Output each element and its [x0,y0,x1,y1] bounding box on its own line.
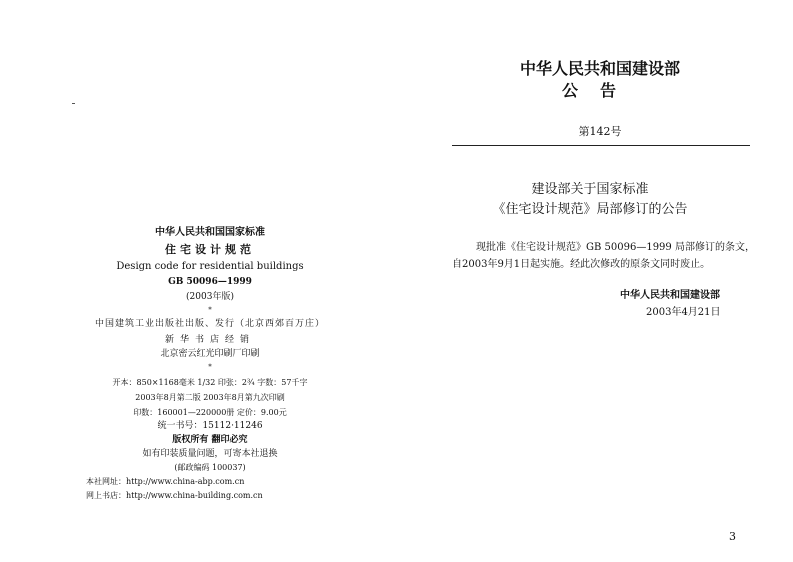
series-title: 中华人民共和国国家标准 [155,227,265,238]
return-note: 如有印装质量问题，可寄本社退换 [142,449,278,459]
edition: (2003年版) [186,292,234,302]
standard-code: GB 50096—1999 [168,277,252,287]
printer: 北京密云红光印刷厂印刷 [160,349,260,359]
postcode: (邮政编码 100037) [174,463,246,472]
announcement-title-line1: 建设部关于国家标准 [531,182,649,197]
announcement-body-line2: 自2003年9月1日起实施。经此次修改的原条文同时废止。 [452,259,711,270]
announcement-number: 第142号 [578,125,622,138]
rights-notice: 版权所有 翻印必究 [172,435,248,445]
distributor: 新华书店经销 [164,335,255,345]
online-bookstore: 网上书店：http://www.china-building.com.cn [86,491,263,500]
announcement-title-line2: 《住宅设计规范》局部修订的公告 [492,202,688,217]
scan-speck [72,103,75,104]
book-title-en: Design code for residential buildings [116,261,304,272]
signatory: 中华人民共和国建设部 [620,290,720,301]
book-number: 统一书号：15112·11246 [157,421,263,431]
website: 本社网址：http://www.china-abp.com.cn [86,477,245,486]
separator-star: * [208,363,212,371]
announcement-body-line1: 现批准《住宅设计规范》GB 50096—1999 局部修订的条文， [476,242,755,253]
divider [452,145,750,146]
page-number: 3 [729,530,736,543]
book-title-cn: 住宅设计规范 [165,243,255,256]
separator-star: * [208,306,212,314]
format-line: 开本：850×1168毫米 1/32 印张：2¾ 字数：57千字 [112,378,308,387]
publisher: 中国建筑工业出版社出版、发行（北京西郊百万庄） [94,319,325,329]
issuer-heading: 中华人民共和国建设部 [519,59,680,78]
announcement-date: 2003年4月21日 [646,307,721,318]
announcement-type: 公告 [561,81,638,100]
run-line: 印数：160001—220000册 定价：9.00元 [133,408,287,417]
print-line: 2003年8月第二版 2003年8月第九次印刷 [135,393,285,402]
